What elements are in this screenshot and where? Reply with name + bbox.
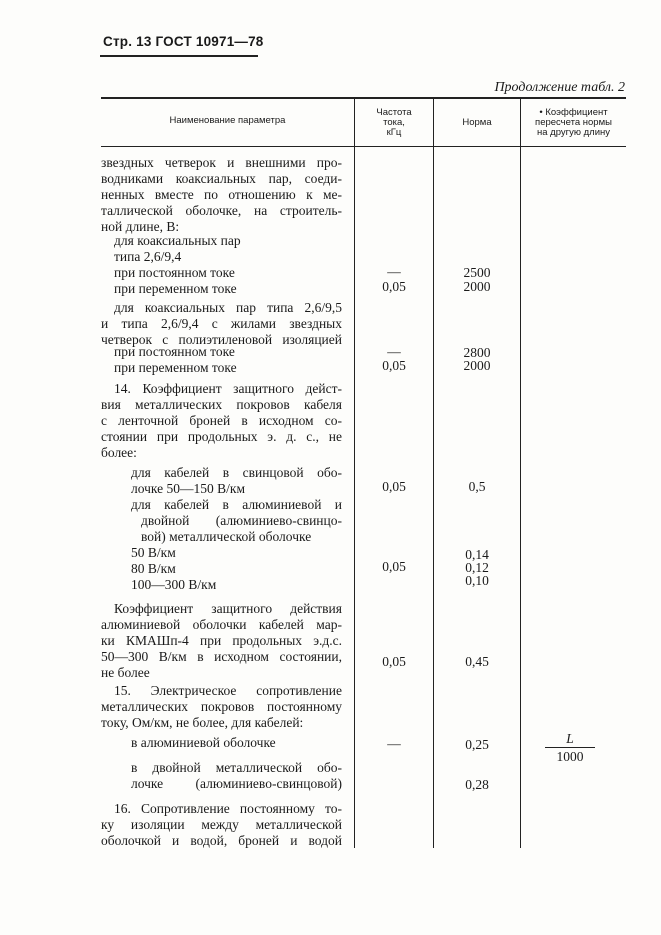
freq-voltage-list: 0,05 xyxy=(382,559,406,574)
norm-coax-pe-ac: 2000 xyxy=(463,358,491,373)
fraction-numerator: L xyxy=(566,731,574,746)
header-coefficient: • Коэффициент пересчета нормы на другую длину xyxy=(535,107,612,138)
column-divider-2 xyxy=(433,98,434,848)
table-top-rule xyxy=(101,97,626,99)
header-underline xyxy=(100,55,258,57)
norm-kmash: 0,45 xyxy=(465,654,489,669)
freq-kmash: 0,05 xyxy=(382,654,406,669)
freq-lead-sheath: 0,05 xyxy=(382,479,406,494)
freq-coax-dc: — xyxy=(387,264,401,279)
norm-coax-pe-dc: 2800 xyxy=(463,345,491,360)
norm-coax-ac: 2000 xyxy=(463,279,491,294)
text-voltage-list: 50 В/км 80 В/км 100—300 В/км xyxy=(131,545,217,592)
norm-coax-dc: 2500 xyxy=(463,265,491,280)
coefficient-fraction xyxy=(545,731,595,764)
fraction-denominator: 1000 xyxy=(556,749,584,764)
header-parameter-name: Наименование параметра xyxy=(169,115,286,126)
text-double-sheath: в двойной металлической обо- лочке (алюминиево-свинцовой) xyxy=(131,760,342,791)
page-header: Стр. 13 ГОСТ 10971—78 xyxy=(103,34,264,49)
table-continuation-label: Продолжение табл. 2 xyxy=(494,80,625,95)
text-alu-sheath: в алюминиевой оболочке xyxy=(131,735,276,750)
text-item-14: 14. Коэффициент защитного дейст- вия металлических покровов кабеля с ленточной броней в исходном со- стоянии при продольных э. д. с., не более: xyxy=(101,381,342,460)
freq-alu-sheath: — xyxy=(387,736,401,751)
norm-double-sheath: 0,28 xyxy=(465,777,489,792)
norm-lead-sheath: 0,5 xyxy=(468,479,486,494)
norm-50: 0,14 xyxy=(465,547,489,562)
text-block-coax-pe: для коаксиальных пар типа 2,6/9,5 и типа 2,6/9,4 с жилами звездных четверок с полиэтиленовой изоляцией xyxy=(101,300,342,347)
text-coax-pe-modes: при постоянном токе при переменном токе xyxy=(114,344,237,375)
text-item-16: 16. Сопротивление постоянному то- ку изоляции между металлической оболочкой и водой, броней и водой xyxy=(101,801,342,848)
text-item-15: 15. Электрическое сопротивление металлических покровов постоянному току, Ом/км, не более, для кабелей: xyxy=(101,683,342,730)
text-lead-alu-sheath: для кабелей в свинцовой обо- лочке 50—150 В/км для кабелей в алюминиевой и двойной (алюминиево-свинцо- вой) металлической оболочке xyxy=(131,465,342,544)
freq-coax-pe-ac: 0,05 xyxy=(382,358,406,373)
text-block-intro: звездных четверок и внешними про- водниками коаксиальных пар, соеди- ненных вместе по отношению к ме- таллической оболочке, на строитель- ной длине, В: xyxy=(101,155,342,234)
text-coax-2694: для коаксиальных пар типа 2,6/9,4 при постоянном токе при переменном токе xyxy=(114,233,241,296)
norm-alu-sheath: 0,25 xyxy=(465,737,489,752)
freq-coax-pe-dc: — xyxy=(387,344,401,359)
column-divider-1 xyxy=(354,98,355,848)
column-divider-3 xyxy=(520,98,521,848)
header-norm: Норма xyxy=(462,117,492,128)
norm-80: 0,12 xyxy=(465,560,489,575)
table-header-rule xyxy=(101,146,626,147)
header-frequency: Частота тока, кГц xyxy=(376,107,412,138)
freq-coax-ac: 0,05 xyxy=(382,279,406,294)
fraction-bar xyxy=(545,747,595,748)
text-kmash: Коэффициент защитного действия алюминиевой оболочки кабелей мар- ки КМАШп-4 при продольных э.д.с. 50—300 В/км в исходном состоянии, не более xyxy=(101,601,342,680)
norm-100-300: 0,10 xyxy=(465,573,489,588)
